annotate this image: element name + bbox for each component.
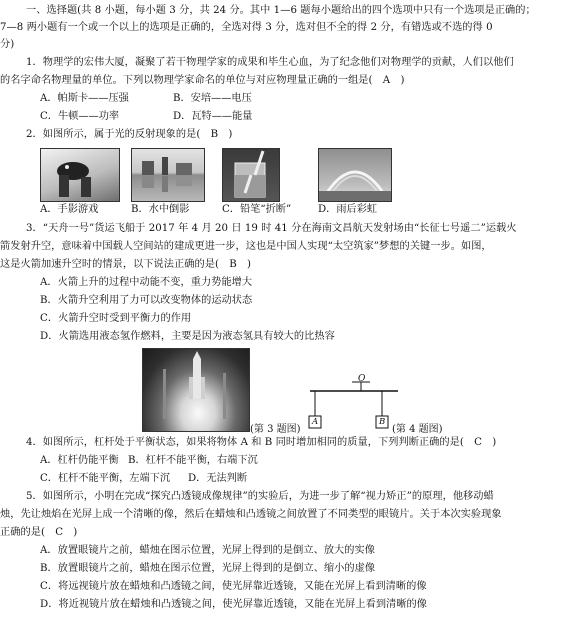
q2-option-a: A．手影游戏 [40,204,99,215]
q3-figure-caption: (第 3 题图) [250,424,301,435]
q4-option-b: B．杠杆不能平衡，右端下沉 [128,455,258,466]
q4-figure-caption: (第 4 题图) [392,424,443,435]
q3-stem-line-3: 这是火箭加速升空时的情景，以下说法正确的是( B ) [0,259,252,270]
q2-option-b: B．水中倒影 [131,204,190,215]
q4-label-b: B [379,417,386,427]
q5-option-d: D．将近视镜片放在蜡烛和凸透镜之间，使光屏靠近透镜，又能在光屏上看到清晰的像 [40,599,428,610]
q4-label-o: O [358,374,366,384]
rocket-icon [143,349,249,431]
q5-option-b: B．放置眼镜片之前，蜡烛在图示位置，光屏上得到的是倒立、缩小的虚像 [40,563,376,574]
q5-stem-line-2: 烛，先让烛焰在光屏上成一个清晰的像，然后在蜡烛和凸透镜之间放置了不同类型的眼镜片。关于本次实验现象 [0,509,502,520]
q4-option-c: C．杠杆不能平衡，左端下沉 [40,473,171,484]
q1-stem-line-2: 的名字命名物理量的单位。下列以物理学家命名的单位与对应物理量正确的一组是( A ) [0,75,405,86]
rainbow-icon [319,149,391,201]
q4-lever-diagram [306,378,402,430]
q2-image-pencil-in-water [222,148,280,202]
q4-option-a: A．杠杆仍能平衡 [40,455,119,466]
section-heading-line-2: 7—8 两小题有一个或一个以上的选项是正确的，全选对得 3 分，选对但不全的得 2 分，有错选或不选的得 0 [0,22,493,33]
q4-stem: 4．如图所示，杠杆处于平衡状态，如果将物体 A 和 B 同时增加相同的质量，下列判断正确的是( C ) [26,437,497,448]
q3-option-c: C．火箭升空时受到平衡力的作用 [40,313,192,324]
q5-stem-line-3: 正确的是( C ) [0,527,78,538]
q5-stem-line-1: 5．如图所示，小明在完成“探究凸透镜成像规律”的实验后，为进一步了解“视力矫正”的原理，他移动蜡 [26,491,494,502]
q2-option-d: D．雨后彩虹 [318,204,378,215]
q2-option-c: C．铅笔“折断” [222,204,292,215]
q3-image-rocket-launch [142,348,250,432]
glass-pencil-icon [223,149,279,201]
q5-option-c: C．将远视镜片放在蜡烛和凸透镜之间，使光屏靠近透镜，又能在光屏上看到清晰的像 [40,581,427,592]
q1-option-c: C．牛顿——功率 [40,111,120,122]
section-heading-line-1: 一、选择题(共 8 小题，每小题 3 分，共 24 分。其中 1—6 题每小题给出的四个选项中只有一个选项是正确的； [26,5,536,16]
q3-option-a: A．火箭上升的过程中动能不变，重力势能增大 [40,277,253,288]
q2-image-shadow-play [40,148,120,202]
reflection-scene-icon [132,149,204,201]
q4-label-a: A [312,417,319,427]
hand-shadow-icon [41,149,119,201]
q4-option-d: D．无法判断 [188,473,248,484]
q1-option-a: A．帕斯卡——压强 [40,93,129,104]
q3-stem-line-1: 3．“天舟一号”货运飞船于 2017 年 4 月 20 日 19 时 41 分在海南文昌航天发射场由“长征七号遥二”运载火 [26,223,517,234]
q2-stem: 2．如图所示，属于光的反射现象的是( B ) [26,129,233,140]
q1-stem-line-1: 1．物理学的宏伟大厦，凝聚了若干物理学家的成果和毕生心血，为了纪念他们对物理学的贡献，人们以他们 [26,57,514,68]
q2-image-water-reflection [131,148,205,202]
q1-option-d: D．瓦特——能量 [173,111,253,122]
section-heading-line-3: 分) [0,39,15,50]
q2-image-rainbow [318,148,392,202]
q5-option-a: A．放置眼镜片之前，蜡烛在图示位置，光屏上得到的是倒立、放大的实像 [40,545,376,556]
q3-option-b: B．火箭升空利用了力可以改变物体的运动状态 [40,295,253,306]
q3-option-d: D．火箭选用液态氢作燃料，主要是因为液态氢具有较大的比热容 [40,331,335,342]
q1-option-b: B．安培——电压 [173,93,252,104]
q3-stem-line-2: 箭发射升空，意味着中国载人空间站的建成更进一步，这也是中国人实现“太空筑家”梦想的关键一步。如图， [0,241,492,252]
